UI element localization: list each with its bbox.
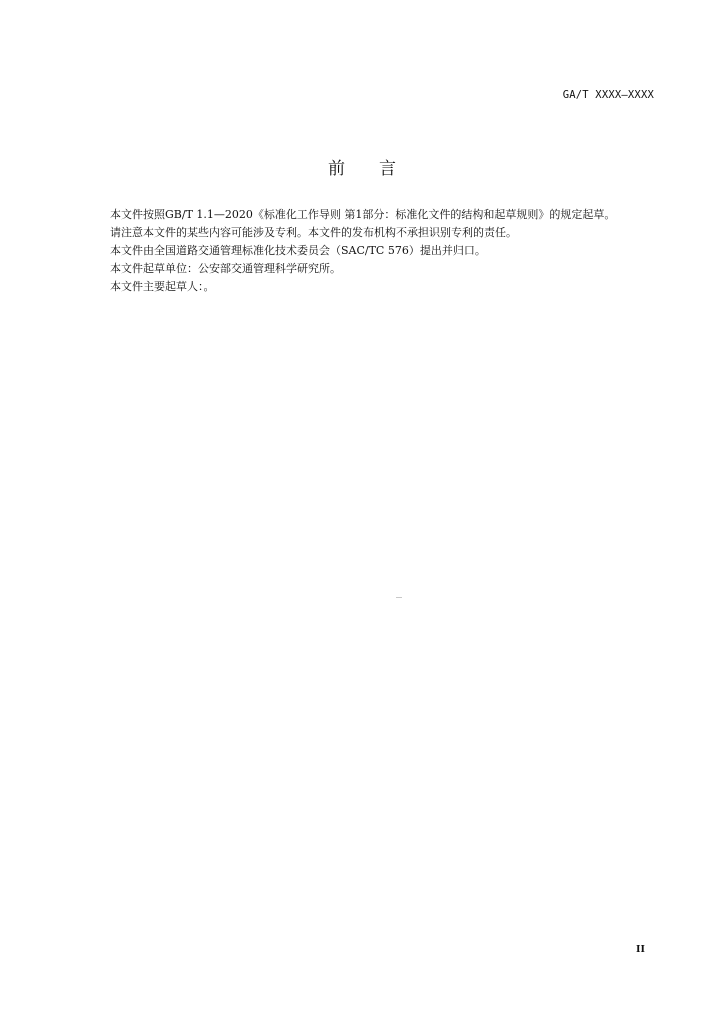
faint-center-mark xyxy=(396,597,402,598)
standard-code-header: GA/T XXXX—XXXX xyxy=(562,89,654,101)
foreword-body xyxy=(88,206,658,296)
page-title: 前 言 xyxy=(328,159,396,179)
paragraph-proposer: 本文件由全国道路交通管理标准化技术委员会（SAC/TC 576）提出并归口。 xyxy=(110,244,486,257)
paragraph-drafters: 本文件主要起草人：。 xyxy=(110,280,215,293)
paragraph-drafting-unit: 本文件起草单位：公安部交通管理科学研究所。 xyxy=(110,262,341,275)
paragraph-patent-notice: 请注意本文件的某些内容可能涉及专利。本文件的发布机构不承担识别专利的责任。 xyxy=(110,226,517,239)
page-number: II xyxy=(636,944,645,955)
paragraph-drafting-rules: 本文件按照GB/T 1.1—2020《标准化工作导则 第1部分：标准化文件的结构和起草规则》的规定起草。 xyxy=(110,208,616,221)
